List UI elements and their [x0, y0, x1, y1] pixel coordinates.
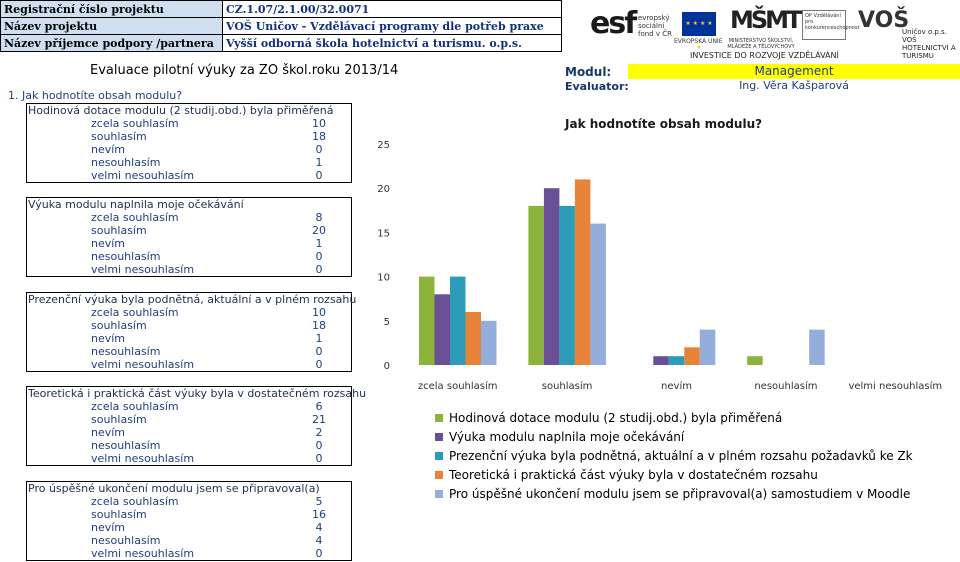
answer-label: nesouhlasím — [91, 345, 161, 358]
vos-text-line: Uničov o.p.s. — [902, 28, 947, 36]
survey-row — [27, 263, 351, 276]
answer-count: 4 — [315, 534, 323, 547]
answer-label: nevím — [91, 426, 126, 439]
msmt-logo-text — [722, 38, 800, 50]
project-info-row — [1, 1, 562, 18]
msmt-text-line: MLÁDEŽE A TĚLOVÝCHOVY — [727, 44, 795, 50]
answer-label: velmi nesouhlasím — [91, 169, 195, 182]
esf-logo: esf — [590, 6, 636, 41]
answer-label: souhlasím — [91, 508, 147, 521]
answer-label: zcela souhlasím — [91, 400, 179, 413]
answer-label: nesouhlasím — [91, 534, 161, 547]
answer-label: zcela souhlasím — [91, 306, 179, 319]
y-tick-label: 15 — [377, 228, 390, 240]
evaluator-label: Evaluator: — [565, 80, 629, 93]
op-text-line: pro konkurenceschopnost — [805, 19, 860, 31]
survey-row — [27, 306, 351, 319]
project-info-label: Název projektu — [1, 18, 223, 35]
survey-block-title: Výuka modulu naplnila moje očekávání — [28, 198, 244, 211]
bar — [747, 356, 763, 365]
answer-label: nevím — [91, 521, 126, 534]
answer-count: 0 — [315, 358, 323, 371]
survey-block-title: Pro úspěšné ukončení modulu jsem se připravoval(a) — [28, 482, 320, 495]
legend-item — [435, 466, 913, 485]
survey-row — [27, 224, 351, 237]
survey-row — [27, 426, 351, 439]
x-category-label: nesouhlasím — [754, 381, 818, 392]
survey-row — [27, 117, 351, 130]
survey-row — [27, 156, 351, 169]
answer-label: souhlasím — [91, 319, 147, 332]
bar — [450, 277, 466, 365]
project-info-row — [1, 35, 562, 52]
legend-swatch — [435, 471, 443, 479]
answer-count: 1 — [315, 332, 323, 345]
answer-label: zcela souhlasím — [91, 211, 179, 224]
esf-text-line: evropský — [638, 14, 670, 22]
survey-block — [26, 103, 352, 183]
msmt-text-line: MINISTERSTVO ŠKOLSTVÍ, — [728, 38, 794, 44]
op-logo — [802, 10, 860, 40]
bar — [419, 277, 435, 365]
question-heading: 1. Jak hodnotíte obsah modulu? — [8, 89, 183, 102]
survey-row — [27, 439, 351, 452]
answer-count: 1 — [315, 237, 323, 250]
survey-row — [27, 534, 351, 547]
x-category-label: velmi nesouhlasím — [848, 381, 943, 392]
answer-label: souhlasím — [91, 224, 147, 237]
survey-block-title: Prezenční výuka byla podnětná, aktuální a v plném rozsahu — [28, 293, 357, 306]
bar — [481, 321, 497, 365]
esf-logo-text — [638, 14, 672, 38]
vos-text-line: VOŠ HOTELNICTVÍ A TURISMU — [902, 36, 956, 60]
project-info-label: Registrační číslo projektu — [1, 1, 223, 18]
survey-row — [27, 452, 351, 465]
x-category-label: nevím — [661, 381, 692, 392]
bar — [653, 356, 669, 365]
answer-count: 18 — [312, 130, 326, 143]
project-info-value: VOŠ Uničov - Vzdělávací programy dle potřeb praxe — [223, 18, 562, 35]
answer-label: nevím — [91, 237, 126, 250]
answer-label: nesouhlasím — [91, 439, 161, 452]
legend-label: Teoretická i praktická část výuky byla v dostatečném rozsahu — [449, 468, 818, 482]
project-info-value: Vyšší odborná škola hotelnictví a turismu. o.p.s. — [223, 35, 562, 52]
y-tick-label: 25 — [377, 140, 390, 151]
project-info-table — [0, 0, 562, 52]
survey-row — [27, 413, 351, 426]
bar — [809, 330, 825, 365]
answer-count: 0 — [315, 547, 323, 560]
answer-count: 0 — [315, 452, 323, 465]
legend-item — [435, 409, 913, 428]
answer-count: 0 — [315, 250, 323, 263]
survey-block — [26, 386, 367, 466]
legend-label: Pro úspěšné ukončení modulu jsem se připravoval(a) samostudiem v Moodle — [449, 487, 911, 501]
survey-block — [26, 292, 357, 372]
survey-row — [27, 547, 351, 560]
survey-row — [27, 332, 351, 345]
x-category-label: zcela souhlasím — [417, 381, 498, 392]
legend-label: Hodinová dotace modulu (2 studij.obd.) byla přiměřená — [449, 411, 783, 425]
survey-row — [27, 169, 351, 182]
bar — [684, 347, 700, 365]
answer-label: souhlasím — [91, 130, 147, 143]
survey-row — [27, 250, 351, 263]
survey-row — [27, 358, 351, 371]
module-label: Modul: — [565, 65, 612, 79]
bar — [528, 206, 544, 365]
answer-count: 8 — [315, 211, 323, 224]
legend-swatch — [435, 452, 443, 460]
legend-label: Výuka modulu naplnila moje očekávání — [449, 430, 685, 444]
survey-row — [27, 237, 351, 250]
bar-chart — [360, 105, 960, 562]
investment-slogan: INVESTICE DO ROZVOJE VZDĚLÁVÁNÍ — [690, 51, 839, 60]
x-category-label: souhlasím — [541, 381, 593, 392]
answer-count: 10 — [312, 306, 326, 319]
msmt-logo: MŠMT — [730, 6, 800, 34]
bar — [590, 224, 606, 365]
survey-block-title: Teoretická i praktická část výuky byla v dostatečném rozsahu — [28, 387, 367, 400]
esf-text-line: fond v ČR — [638, 30, 672, 38]
y-tick-label: 0 — [383, 361, 390, 372]
bar — [559, 206, 575, 365]
chart-plot-area — [360, 105, 960, 405]
chart-title: Jak hodnotíte obsah modulu? — [565, 117, 763, 131]
survey-row — [27, 495, 351, 508]
bar — [700, 330, 716, 365]
legend-item — [435, 428, 913, 447]
answer-count: 0 — [315, 345, 323, 358]
bar — [575, 179, 591, 365]
answer-count: 5 — [315, 495, 323, 508]
answer-label: velmi nesouhlasím — [91, 358, 195, 371]
legend-label: Prezenční výuka byla podnětná, aktuální a v plném rozsahu požadavků ke Zk — [449, 449, 913, 463]
survey-row — [27, 130, 351, 143]
survey-block — [26, 481, 352, 561]
project-info-label: Název příjemce podpory /partnera — [1, 35, 223, 52]
eu-stars-icon: ★ ★ ★ ★ ★ — [685, 20, 713, 51]
module-value: Management — [628, 64, 960, 79]
survey-row — [27, 521, 351, 534]
eu-logo-text: EVROPSKÁ UNIE — [674, 38, 723, 45]
answer-label: souhlasím — [91, 413, 147, 426]
survey-block — [26, 197, 352, 277]
survey-row — [27, 345, 351, 358]
project-info-row — [1, 18, 562, 35]
esf-text-line: sociální — [638, 22, 665, 30]
chart-legend — [435, 409, 913, 504]
legend-swatch — [435, 414, 443, 422]
answer-label: zcela souhlasím — [91, 495, 179, 508]
answer-label: velmi nesouhlasím — [91, 263, 195, 276]
project-info-value: CZ.1.07/2.1.00/32.0071 — [223, 1, 562, 18]
evaluation-title: Evaluace pilotní výuky za ZO škol.roku 2013/14 — [90, 63, 399, 78]
bar — [544, 188, 560, 365]
y-tick-label: 20 — [377, 184, 390, 196]
survey-row — [27, 400, 351, 413]
survey-block-title: Hodinová dotace modulu (2 studij.obd.) byla přiměřená — [28, 104, 334, 117]
answer-label: nevím — [91, 143, 126, 156]
answer-count: 0 — [315, 263, 323, 276]
y-tick-label: 5 — [383, 316, 390, 328]
answer-count: 4 — [315, 521, 323, 534]
answer-label: nesouhlasím — [91, 156, 161, 169]
vos-logo: VOŠ — [858, 8, 910, 33]
legend-item — [435, 447, 913, 466]
evaluator-value: Ing. Věra Kašparová — [739, 79, 849, 92]
legend-swatch — [435, 490, 443, 498]
answer-label: zcela souhlasím — [91, 117, 179, 130]
answer-count: 10 — [312, 117, 326, 130]
answer-count: 20 — [312, 224, 326, 237]
vos-logo-text — [902, 28, 960, 60]
op-text-line: OP Vzdělávání — [805, 13, 841, 19]
answer-count: 2 — [315, 426, 323, 439]
bar — [466, 312, 482, 365]
legend-item — [435, 485, 913, 504]
bar — [435, 294, 451, 365]
answer-count: 0 — [315, 439, 323, 452]
answer-count: 0 — [315, 169, 323, 182]
answer-label: nesouhlasím — [91, 250, 161, 263]
answer-label: velmi nesouhlasím — [91, 452, 195, 465]
legend-swatch — [435, 433, 443, 441]
answer-count: 16 — [312, 508, 326, 521]
survey-row — [27, 319, 351, 332]
answer-count: 18 — [312, 319, 326, 332]
answer-count: 1 — [315, 156, 323, 169]
bar — [669, 356, 685, 365]
answer-label: nevím — [91, 332, 126, 345]
survey-row — [27, 508, 351, 521]
survey-row — [27, 211, 351, 224]
answer-label: velmi nesouhlasím — [91, 547, 195, 560]
answer-count: 6 — [315, 400, 323, 413]
y-tick-label: 10 — [377, 272, 390, 284]
answer-count: 21 — [312, 413, 326, 426]
answer-count: 0 — [315, 143, 323, 156]
survey-row — [27, 143, 351, 156]
